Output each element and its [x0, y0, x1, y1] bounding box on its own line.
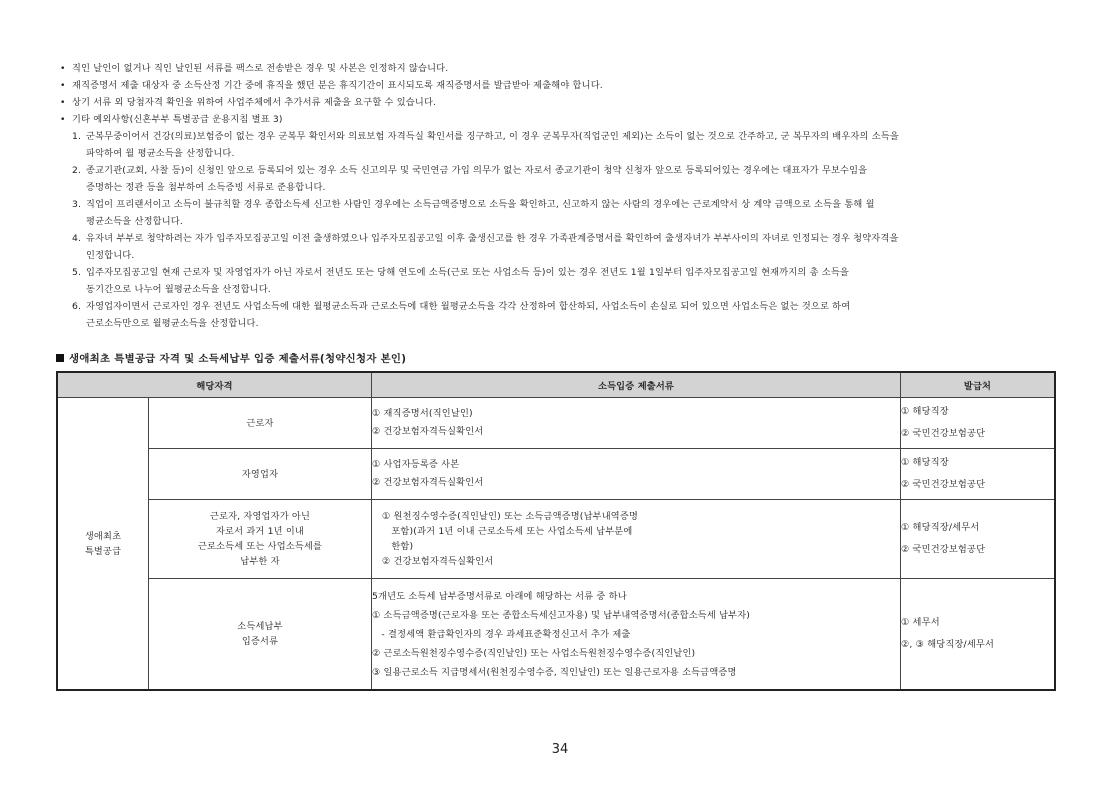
- note-bullet: • 기타 예외사항(신혼부부 특별공급 운용지침 별표 3): [60, 114, 283, 125]
- page-number: 34: [551, 742, 569, 757]
- note-bullet: • 재직증명서 제출 대상자 중 소득산정 기간 중에 휴직을 했던 분은 휴직기간이 표시되도록 재직증명서를 발급받아 제출해야 합니다.: [60, 80, 603, 91]
- documents-cell: ① 원천징수영수증(직인날인) 또는 소득금액증명(납부내역증명 포함)(과거 1년 이내 근로소득세 또는 사업소득세 납부분에 한함) ② 건강보험자격득실확인서: [372, 500, 901, 579]
- section-title: 생애최초 특별공급 자격 및 소득세납부 입증 제출서류(청약신청자 본인): [56, 350, 406, 365]
- table-row: [57, 500, 1055, 579]
- issuer-cell: ① 세무서 ②, ③ 해당직장/세무서: [901, 579, 1056, 691]
- header-qualification: 해당자격: [57, 372, 372, 398]
- square-bullet-icon: [56, 354, 64, 362]
- exception-item-4: 4. 유자녀 부부로 청약하려는 자가 입주자모집공고일 이전 출생하였으나 입주자모집공고일 이후 출생신고를 한 경우 가족관계증명서를 확인하여 출생자녀가 부부사이의 자녀로 인정되는 경우 청약자격을 인정합니다.: [72, 233, 899, 261]
- qualification-cell: 근로자: [149, 398, 372, 449]
- issuer-cell: ① 해당직장/세무서 ② 국민건강보험공단: [901, 500, 1056, 579]
- category-cell: 생애최초 특별공급: [57, 398, 149, 691]
- exception-item-2: 2. 종교기관(교회, 사찰 등)이 신청인 앞으로 등록되어 있는 경우 소득 신고의무 및 국민연금 가입 의무가 없는 자로서 종교기관이 청약 신청자 앞으로 등록되어있는 경우에는 대표자가 무보수임을 증명하는 정관 등을 첨부하여 소득증빙 서류로 준용합니다.: [72, 165, 868, 193]
- table-header-row: [57, 372, 1055, 398]
- documents-table: [56, 371, 1056, 691]
- qualification-cell: 소득세납부 입증서류: [149, 579, 372, 691]
- note-bullet: • 직인 날인이 없거나 직인 날인된 서류를 팩스로 전송받은 경우 및 사본은 인정하지 않습니다.: [60, 63, 449, 74]
- qualification-cell: 근로자, 자영업자가 아닌 자로서 과거 1년 이내 근로소득세 또는 사업소득세를 납부한 자: [149, 500, 372, 579]
- note-bullet: • 상기 서류 외 당첨자격 확인을 위하여 사업주체에서 추가서류 제출을 요구할 수 있습니다.: [60, 97, 437, 108]
- exception-item-3: 3. 직업이 프리랜서이고 소득이 불규칙할 경우 종합소득세 신고한 사람인 경우에는 소득금액증명으로 소득을 확인하고, 신고하지 않는 사람의 경우에는 근로계약서 상 계약 금액으로 소득을 통해 월 평균소득을 산정합니다.: [72, 199, 875, 227]
- header-documents: 소득입증 제출서류: [372, 372, 901, 398]
- issuer-cell: ① 해당직장 ② 국민건강보험공단: [901, 398, 1056, 449]
- table-row: [57, 398, 1055, 449]
- notes-section: [60, 60, 1060, 332]
- documents-cell: ① 사업자등록증 사본 ② 건강보험자격득실확인서: [372, 449, 901, 500]
- exception-item-5: 5. 입주자모집공고일 현재 근로자 및 자영업자가 아닌 자로서 전년도 또는 당해 연도에 소득(근로 또는 사업소득 등)이 있는 경우 전년도 1월 1일부터 입주자모집공고일 현재까지의 총 소득을 동기간으로 나누어 월평균소득을 산정합니다.: [72, 267, 849, 295]
- documents-cell: ① 재직증명서(직인날인) ② 건강보험자격득실확인서: [372, 398, 901, 449]
- qualification-cell: 자영업자: [149, 449, 372, 500]
- table-row: [57, 449, 1055, 500]
- header-issuer: 발급처: [901, 372, 1056, 398]
- table-row: [57, 579, 1055, 691]
- exception-item-6: 6. 자영업자이면서 근로자인 경우 전년도 사업소득에 대한 월평균소득과 근로소득에 대한 월평균소득을 각각 산정하여 합산하되, 사업소득이 손실로 되어 있으면 사업소득은 없는 것으로 하여 근로소득만으로 월평균소득을 산정합니다.: [72, 301, 851, 329]
- documents-cell: 5개년도 소득세 납부증명서류로 아래에 해당하는 서류 중 하나 ① 소득금액증명(근로자용 또는 종합소득세신고자용) 및 납부내역증명서(종합소득세 납부자) - 결정세액 환급확인자의 경우 과세표준확정신고서 추가 제출 ② 근로소득원천징수영수증(직인날인) 또는 사업소득원천징수영수증(직인날인) ③ 일용근로소득 지급명세서(원천징수영수증, 직인날인) 또는 일용근로자용 소득금액증명: [372, 579, 901, 691]
- issuer-cell: ① 해당직장 ② 국민건강보험공단: [901, 449, 1056, 500]
- exception-item-1: 1. 군복무중이어서 건강(의료)보험증이 없는 경우 군복무 확인서와 의료보험 자격득실 확인서를 징구하고, 이 경우 군복무자(직업군인 제외)는 소득이 없는 것으로 간주하고, 군 복무자의 배우자의 소득을 파악하여 월 평균소득을 산정합니다.: [72, 131, 899, 159]
